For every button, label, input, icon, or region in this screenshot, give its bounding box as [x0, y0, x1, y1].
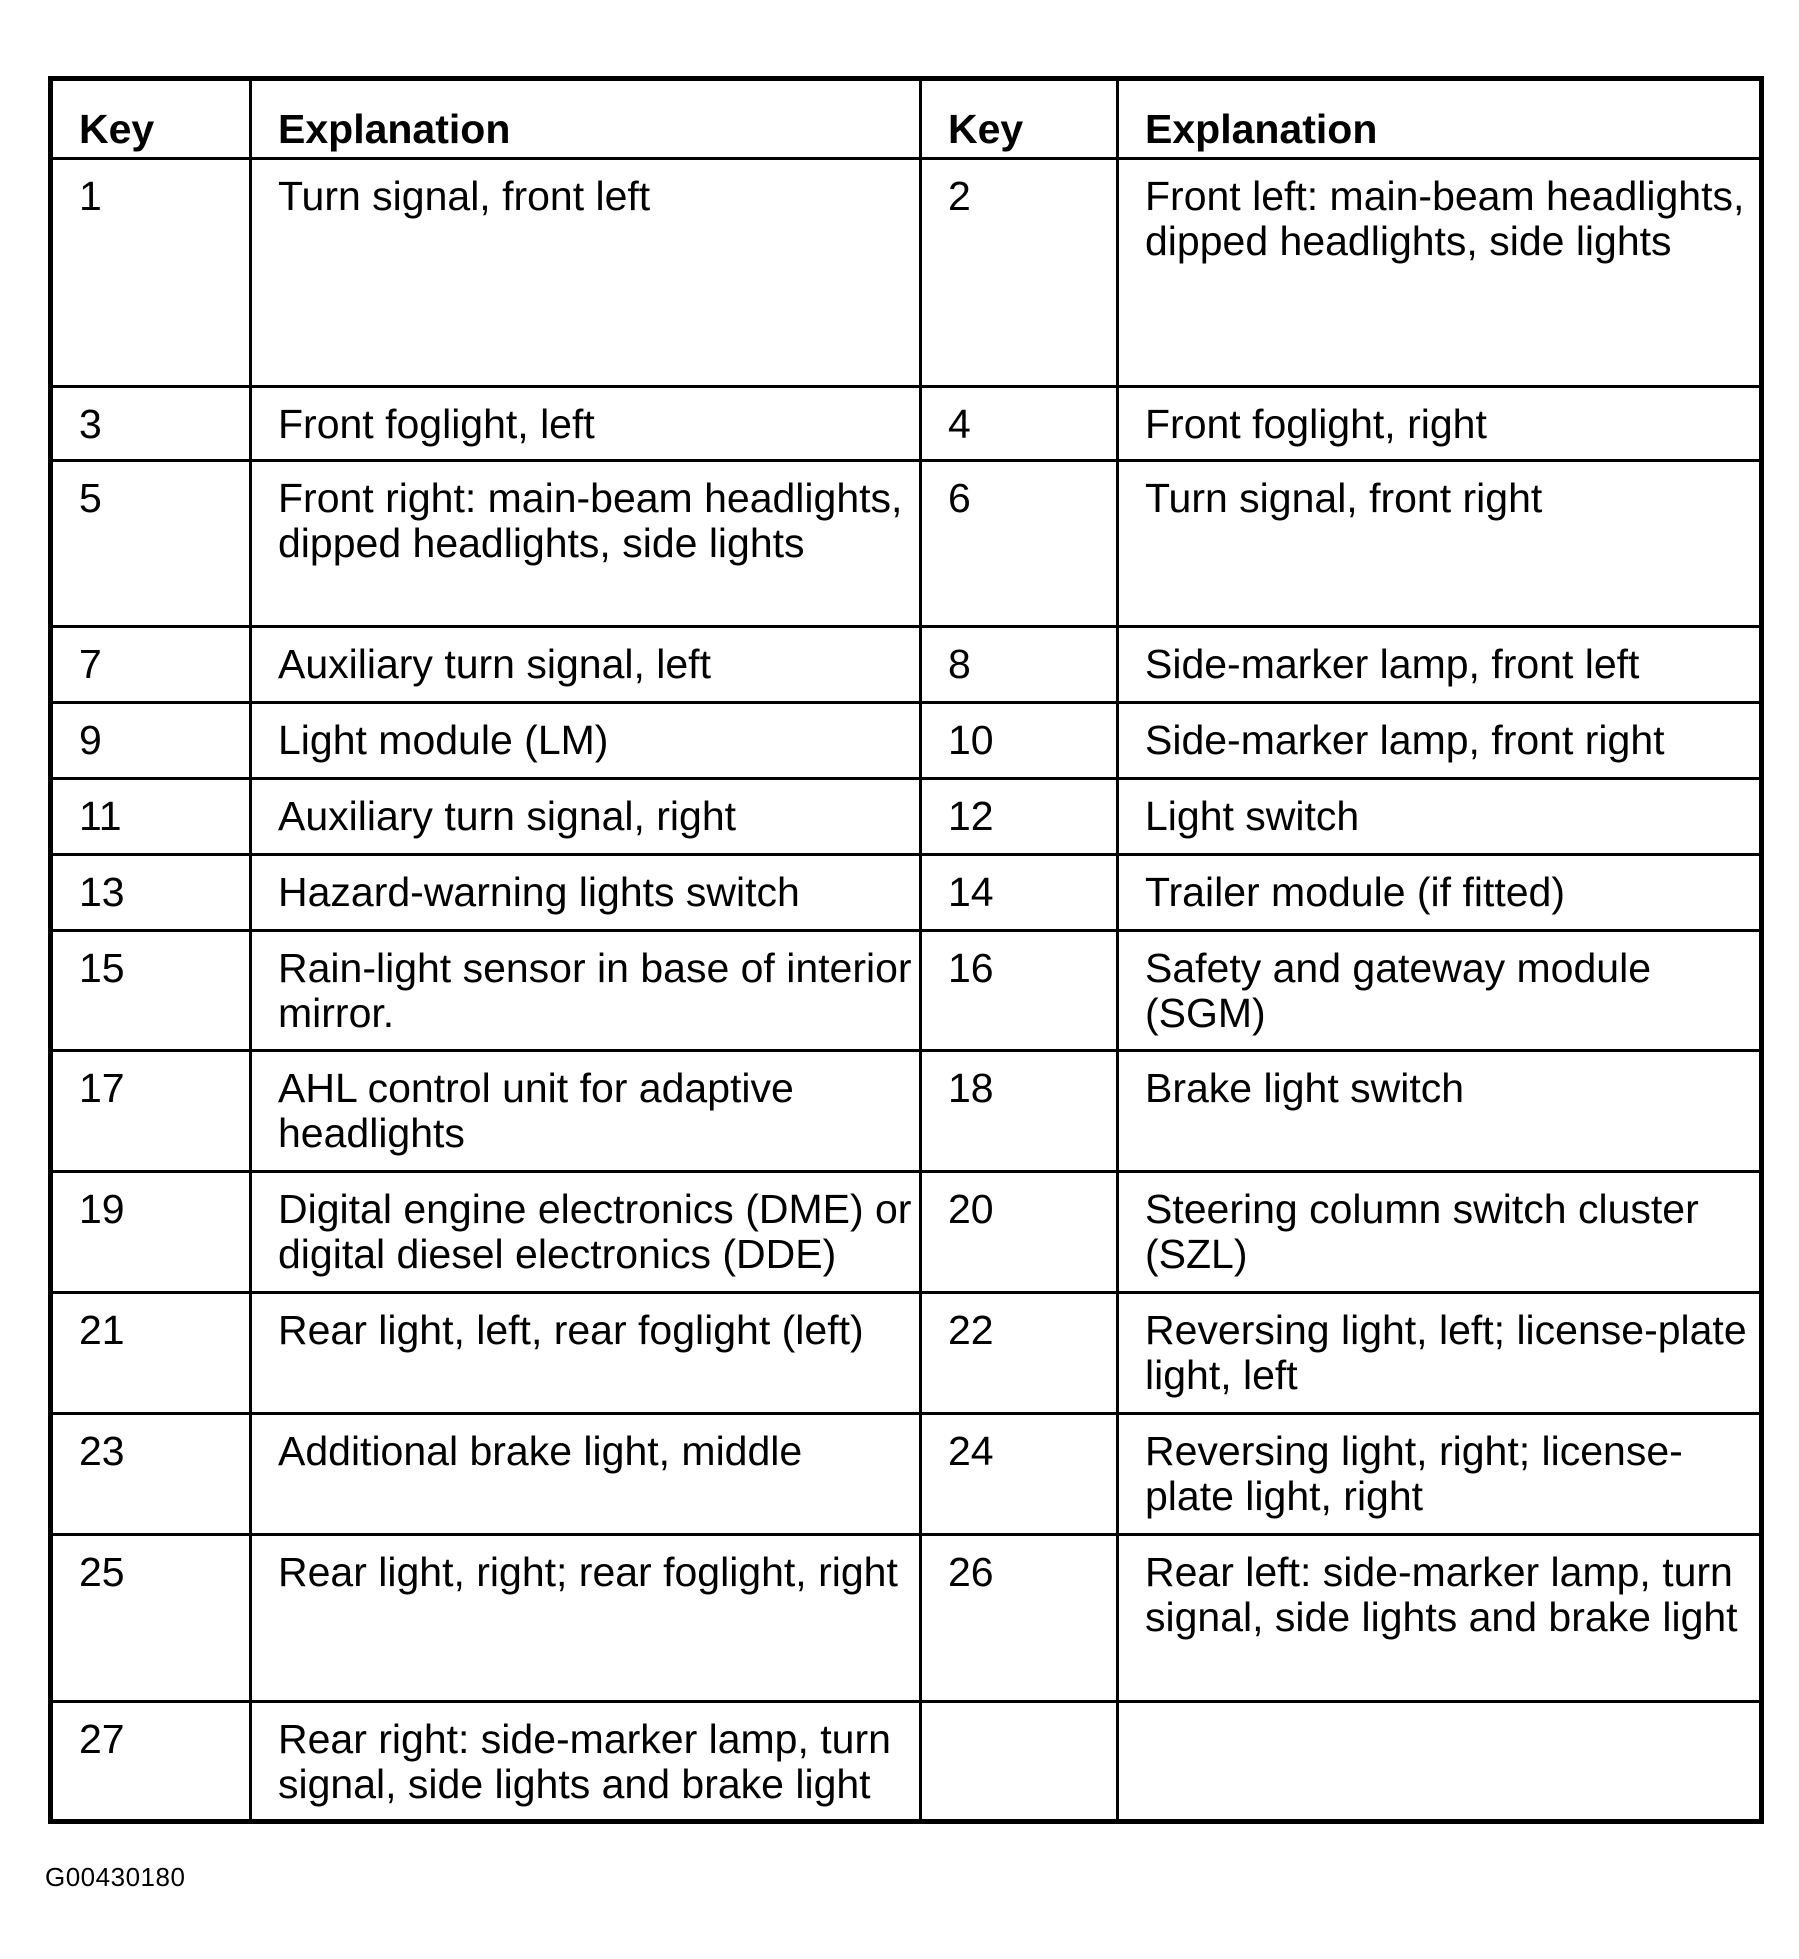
explanation-cell: Light module (LM) [251, 703, 921, 779]
explanation-cell: Turn signal, front right [1118, 461, 1762, 627]
key-cell: 9 [51, 703, 251, 779]
key-cell: 13 [51, 855, 251, 931]
table-header-row [51, 79, 1762, 159]
header-explanation-left: Explanation [251, 79, 921, 159]
key-cell: 26 [921, 1535, 1118, 1702]
explanation-cell: Trailer module (if fitted) [1118, 855, 1762, 931]
explanation-cell: Rear light, right; rear foglight, right [251, 1535, 921, 1702]
key-cell: 8 [921, 627, 1118, 703]
key-cell: 18 [921, 1051, 1118, 1172]
key-cell: 4 [921, 387, 1118, 461]
table-row [51, 1535, 1762, 1702]
explanation-cell: Side-marker lamp, front left [1118, 627, 1762, 703]
key-cell: 1 [51, 159, 251, 387]
table-row [51, 461, 1762, 627]
header-explanation-right: Explanation [1118, 79, 1762, 159]
table-row [51, 1051, 1762, 1172]
table-row [51, 1702, 1762, 1822]
table-row [51, 1414, 1762, 1535]
explanation-cell: Rain-light sensor in base of interior mirror. [251, 931, 921, 1051]
key-cell: 3 [51, 387, 251, 461]
explanation-cell: Additional brake light, middle [251, 1414, 921, 1535]
explanation-cell: Side-marker lamp, front right [1118, 703, 1762, 779]
explanation-cell: Hazard-warning lights switch [251, 855, 921, 931]
key-cell: 25 [51, 1535, 251, 1702]
explanation-cell: Reversing light, left; license-plate light, left [1118, 1293, 1762, 1414]
key-cell: 20 [921, 1172, 1118, 1293]
explanation-cell: Brake light switch [1118, 1051, 1762, 1172]
key-cell: 21 [51, 1293, 251, 1414]
explanation-cell: Rear left: side-marker lamp, turn signal, side lights and brake light [1118, 1535, 1762, 1702]
figure-code: G00430180 [45, 1862, 186, 1892]
table-row [51, 1172, 1762, 1293]
explanation-cell: Safety and gateway module (SGM) [1118, 931, 1762, 1051]
explanation-cell: Front foglight, left [251, 387, 921, 461]
key-cell: 16 [921, 931, 1118, 1051]
explanation-cell: Reversing light, right; license-plate light, right [1118, 1414, 1762, 1535]
table-row [51, 779, 1762, 855]
legend-table [48, 76, 1764, 1824]
table-row [51, 627, 1762, 703]
table-row [51, 703, 1762, 779]
explanation-cell: Auxiliary turn signal, right [251, 779, 921, 855]
explanation-cell: Rear light, left, rear foglight (left) [251, 1293, 921, 1414]
table-row [51, 855, 1762, 931]
key-cell: 11 [51, 779, 251, 855]
key-cell: 15 [51, 931, 251, 1051]
explanation-cell: Rear right: side-marker lamp, turn signal, side lights and brake light [251, 1702, 921, 1822]
table-row [51, 931, 1762, 1051]
explanation-cell: AHL control unit for adaptive headlights [251, 1051, 921, 1172]
explanation-cell: Front foglight, right [1118, 387, 1762, 461]
explanation-cell: Auxiliary turn signal, left [251, 627, 921, 703]
key-cell: 24 [921, 1414, 1118, 1535]
key-cell: 23 [51, 1414, 251, 1535]
table-row [51, 1293, 1762, 1414]
key-cell [921, 1702, 1118, 1822]
key-cell: 10 [921, 703, 1118, 779]
explanation-cell: Light switch [1118, 779, 1762, 855]
key-cell: 12 [921, 779, 1118, 855]
key-cell: 6 [921, 461, 1118, 627]
explanation-cell: Steering column switch cluster (SZL) [1118, 1172, 1762, 1293]
header-key-right: Key [921, 79, 1118, 159]
key-cell: 2 [921, 159, 1118, 387]
explanation-cell: Front right: main-beam headlights, dipped headlights, side lights [251, 461, 921, 627]
key-cell: 22 [921, 1293, 1118, 1414]
key-cell: 14 [921, 855, 1118, 931]
header-key-left: Key [51, 79, 251, 159]
key-cell: 5 [51, 461, 251, 627]
key-cell: 7 [51, 627, 251, 703]
explanation-cell [1118, 1702, 1762, 1822]
explanation-cell: Front left: main-beam headlights, dipped headlights, side lights [1118, 159, 1762, 387]
table-row [51, 387, 1762, 461]
explanation-cell: Digital engine electronics (DME) or digital diesel electronics (DDE) [251, 1172, 921, 1293]
key-cell: 17 [51, 1051, 251, 1172]
key-cell: 19 [51, 1172, 251, 1293]
explanation-cell: Turn signal, front left [251, 159, 921, 387]
table-row [51, 159, 1762, 387]
key-cell: 27 [51, 1702, 251, 1822]
